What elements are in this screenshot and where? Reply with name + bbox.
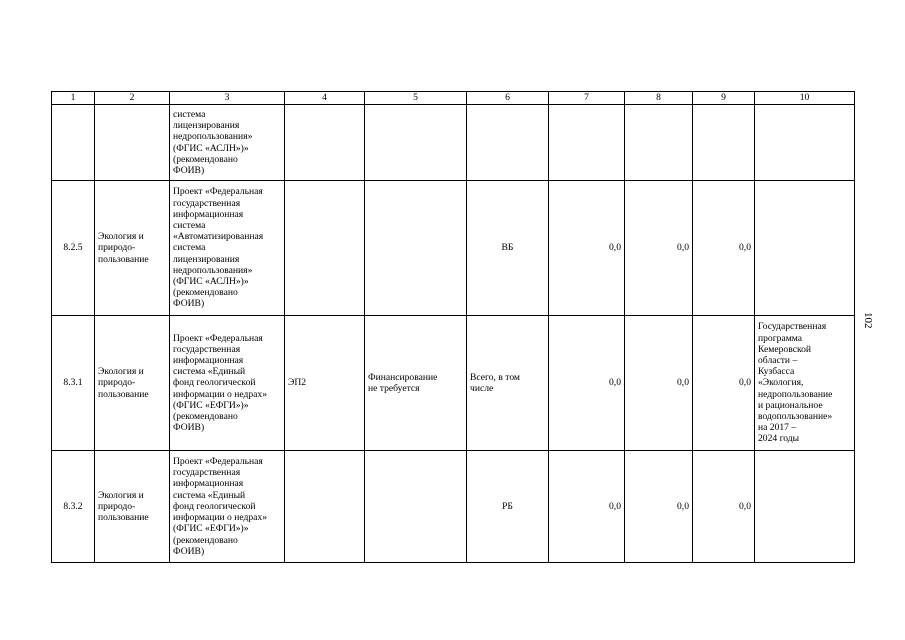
row-code: 8.3.2: [52, 451, 95, 563]
row-financing: [365, 105, 467, 181]
row-project: Проект «Федеральная государственная информационная система «Единый фонд геологической информации о недрах» (ФГИС «ЕФГИ»)» (рекомендовано ФОИВ): [170, 316, 285, 451]
column-header: 4: [285, 92, 365, 105]
column-header: 6: [467, 92, 549, 105]
row-source: ВБ: [467, 181, 549, 316]
row-value-8: 0,0: [625, 451, 693, 563]
row-note: Государственная программа Кемеровской области – Кузбасса «Экология, недропользование и рациональное водопользование» на 2017 – 2024 годы: [755, 316, 855, 451]
row-program: [285, 181, 365, 316]
row-source: Всего, в том числе: [467, 316, 549, 451]
page-number: 102: [862, 312, 874, 329]
column-header: 1: [52, 92, 95, 105]
row-financing: Финансирование не требуется: [365, 316, 467, 451]
data-table: [51, 91, 855, 563]
row-source: [467, 105, 549, 181]
row-value-9: 0,0: [693, 316, 755, 451]
table-row: [52, 105, 855, 181]
row-note: [755, 451, 855, 563]
column-header: 10: [755, 92, 855, 105]
column-header: 5: [365, 92, 467, 105]
row-source: РБ: [467, 451, 549, 563]
column-number-row: [52, 92, 855, 105]
row-financing: [365, 181, 467, 316]
row-sphere: Экология и природо- пользование: [95, 451, 170, 563]
row-value-7: 0,0: [549, 181, 625, 316]
row-sphere: [95, 105, 170, 181]
row-value-8: [625, 105, 693, 181]
column-header: 2: [95, 92, 170, 105]
row-code: [52, 105, 95, 181]
row-sphere: Экология и природо- пользование: [95, 316, 170, 451]
column-header: 3: [170, 92, 285, 105]
row-sphere: Экология и природо- пользование: [95, 181, 170, 316]
row-value-7: 0,0: [549, 316, 625, 451]
row-value-8: 0,0: [625, 316, 693, 451]
row-value-8: 0,0: [625, 181, 693, 316]
row-program: [285, 451, 365, 563]
table-row: [52, 451, 855, 563]
row-value-9: 0,0: [693, 181, 755, 316]
row-program: ЭП2: [285, 316, 365, 451]
row-financing: [365, 451, 467, 563]
row-value-9: 0,0: [693, 451, 755, 563]
row-project: Проект «Федеральная государственная информационная система «Автоматизированная система лицензирования недропользования» (ФГИС «АСЛН»)» (рекомендовано ФОИВ): [170, 181, 285, 316]
row-project: система лицензирования недропользования» (ФГИС «АСЛН»)» (рекомендовано ФОИВ): [170, 105, 285, 181]
row-note: [755, 181, 855, 316]
table-row: [52, 181, 855, 316]
column-header: 8: [625, 92, 693, 105]
row-program: [285, 105, 365, 181]
row-project: Проект «Федеральная государственная информационная система «Единый фонд геологической информации о недрах» (ФГИС «ЕФГИ»)» (рекомендовано ФОИВ): [170, 451, 285, 563]
row-code: 8.2.5: [52, 181, 95, 316]
table-row: [52, 316, 855, 451]
row-value-7: 0,0: [549, 451, 625, 563]
row-value-7: [549, 105, 625, 181]
row-value-9: [693, 105, 755, 181]
row-note: [755, 105, 855, 181]
column-header: 7: [549, 92, 625, 105]
row-code: 8.3.1: [52, 316, 95, 451]
column-header: 9: [693, 92, 755, 105]
